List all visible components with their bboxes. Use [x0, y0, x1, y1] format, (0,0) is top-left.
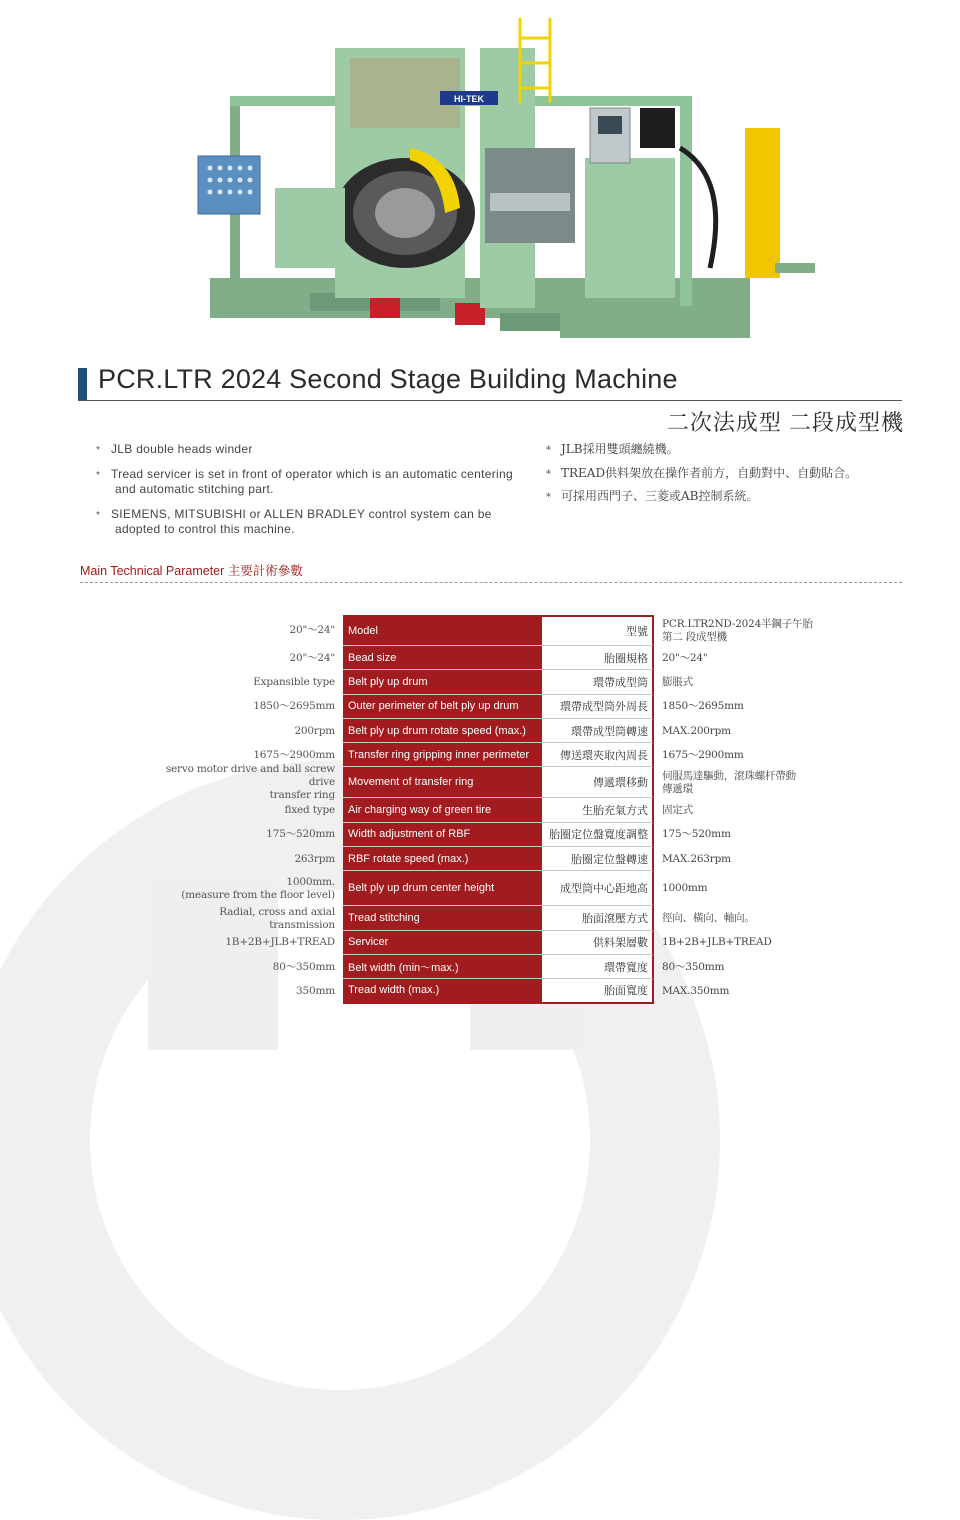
spec-row — [160, 646, 860, 670]
spec-label-zh: 胎面滾壓方式 — [542, 906, 654, 930]
spec-value-right — [662, 719, 862, 743]
spec-value-right — [662, 955, 862, 979]
spec-value-left — [160, 931, 335, 955]
spec-value-right — [662, 670, 862, 694]
spec-value-line: 第二 段成型機 — [662, 630, 727, 643]
spec-label-zh: 環帶成型筒轉速 — [542, 719, 654, 743]
spec-value-right — [662, 767, 862, 798]
feature-item: * JLB採用雙頭纏繞機。 — [546, 442, 906, 458]
spec-value-line: 1850～2695mm — [253, 700, 335, 713]
frame-column — [680, 96, 692, 306]
spec-value-line: 350mm — [296, 984, 335, 997]
spec-value-left — [160, 615, 335, 646]
spec-value-line: 傳遞環 — [662, 782, 693, 795]
spec-row — [160, 823, 860, 847]
spec-label-en: Movement of transfer ring — [343, 767, 542, 798]
spec-value-left — [160, 646, 335, 670]
spec-value-line: 20"～24" — [289, 651, 335, 664]
spec-value-line: 1000mm — [662, 882, 708, 895]
spec-row — [160, 615, 860, 646]
spec-value-line: 1B+2B+JLB+TREAD — [225, 936, 335, 949]
spec-value-left — [160, 955, 335, 979]
spec-label-zh: 供料架層數 — [542, 931, 654, 955]
feature-item: * JLB double heads winder — [96, 442, 526, 458]
spec-value-line: MAX.200rpm — [662, 724, 731, 737]
yellow-cover — [745, 128, 780, 278]
spec-row — [160, 979, 860, 1003]
spec-label-en: Transfer ring gripping inner perimeter — [343, 743, 542, 767]
spec-label-zh: 胎圈定位盤寬度調整 — [542, 823, 654, 847]
spec-row — [160, 871, 860, 906]
spec-label-en: Tread stitching — [343, 906, 542, 930]
spec-value-line: MAX.350mm — [662, 984, 730, 997]
spec-label-en: Servicer — [343, 931, 542, 955]
spec-value-line: 1675～2900mm — [662, 748, 744, 761]
spec-table — [160, 615, 860, 1004]
spec-value-line: 1675～2900mm — [253, 748, 335, 761]
page-subtitle: 二次法成型 二段成型機 — [666, 410, 904, 435]
red-marker — [370, 296, 400, 318]
spec-label-zh: 環帶寬度 — [542, 955, 654, 979]
spec-value-left — [160, 763, 335, 802]
spec-value-line: transfer ring — [269, 789, 335, 802]
right-housing — [585, 158, 675, 298]
spec-value-line: servo motor drive and ball screw drive — [165, 763, 335, 789]
feature-item: * 可採用西門子、三菱或AB控制系統。 — [546, 489, 906, 505]
machine-photo — [190, 8, 820, 343]
spec-row — [160, 695, 860, 719]
spec-label-zh: 胎圈定位盤轉速 — [542, 847, 654, 871]
spec-label-zh: 胎圈規格 — [542, 646, 654, 670]
bullet-icon: * — [546, 492, 551, 503]
spec-value-left — [160, 823, 335, 847]
spec-value-line: 固定式 — [662, 804, 693, 817]
spec-value-line: 175～520mm — [266, 828, 335, 841]
spec-value-line: 175～520mm — [662, 828, 731, 841]
spec-value-line: 20"～24" — [662, 651, 708, 664]
spec-label-zh: 型號 — [542, 615, 654, 646]
spec-label-en: Belt ply up drum rotate speed (max.) — [343, 719, 542, 743]
bullet-icon: * — [546, 445, 551, 456]
spec-value-right — [662, 906, 862, 930]
drum-hub — [375, 188, 435, 238]
spec-row — [160, 719, 860, 743]
spec-value-right — [662, 798, 862, 822]
spec-value-left — [160, 695, 335, 719]
left-housing — [275, 188, 345, 268]
spec-label-zh: 生胎充氣方式 — [542, 798, 654, 822]
spec-row — [160, 955, 860, 979]
spec-label-zh: 胎面寬度 — [542, 979, 654, 1003]
spec-row — [160, 670, 860, 694]
spec-label-en: Width adjustment of RBF — [343, 823, 542, 847]
spec-row — [160, 798, 860, 822]
section-divider — [80, 582, 902, 583]
features-zh — [546, 442, 906, 513]
spec-value-line: 80～350mm — [272, 960, 335, 973]
spec-label-en: Outer perimeter of belt ply up drum — [343, 695, 542, 719]
spec-label-zh: 環帶成型筒 — [542, 670, 654, 694]
spec-label-en: RBF rotate speed (max.) — [343, 847, 542, 871]
spec-value-line: 80～350mm — [662, 960, 725, 973]
control-panel — [198, 156, 260, 214]
shaft — [490, 193, 570, 211]
spec-value-left — [160, 798, 335, 822]
spec-value-left — [160, 979, 335, 1003]
section-title: Main Technical Parameter 主要計術參數 — [80, 564, 303, 578]
feature-item: * Tread servicer is set in front of operator which is an automatic centering and automatic stitching part. — [96, 466, 513, 496]
spec-value-line: 伺服馬達驅動，滾珠螺杆帶動 — [662, 769, 796, 782]
spec-value-line: 1B+2B+JLB+TREAD — [662, 936, 772, 949]
spec-label-en: Bead size — [343, 646, 542, 670]
spec-value-right — [662, 847, 862, 871]
page-title: PCR.LTR 2024 Second Stage Building Machine — [98, 364, 678, 394]
spec-row — [160, 763, 860, 802]
bullet-icon: * — [546, 468, 551, 480]
spec-value-left — [160, 871, 335, 906]
spec-value-line: 20"～24" — [289, 624, 335, 636]
machine-base-plate — [500, 313, 560, 331]
spec-label-zh: 傳遞環移動 — [542, 767, 654, 798]
feature-item: * SIEMENS, MITSUBISHI or ALLEN BRADLEY control system can be adopted to control this machine. — [96, 506, 492, 536]
spec-value-right — [662, 979, 862, 1003]
spec-value-right — [662, 743, 862, 767]
spec-row — [160, 906, 860, 930]
spec-label-zh: 傳送環夾取內周長 — [542, 743, 654, 767]
spec-value-right — [662, 695, 862, 719]
spec-value-right — [662, 931, 862, 955]
spec-value-line: MAX.263rpm — [662, 852, 731, 865]
spec-value-left — [160, 906, 335, 930]
spec-value-line: fixed type — [284, 804, 335, 817]
spec-value-left — [160, 847, 335, 871]
spec-label-en: Air charging way of green tire — [343, 798, 542, 822]
spec-value-line: 1000mm. — [286, 875, 335, 888]
spec-label-en: Belt ply up drum center height — [343, 871, 542, 906]
spec-label-en: Belt ply up drum — [343, 670, 542, 694]
features-en — [96, 442, 526, 547]
spec-value-line: 263rpm — [294, 852, 335, 865]
bullet-icon: * — [96, 509, 101, 521]
title-divider — [78, 400, 902, 401]
spec-label-en: Belt width (min～max.) — [343, 955, 542, 979]
spec-value-line: 200rpm — [294, 724, 335, 737]
motor — [640, 108, 675, 148]
spec-label-en: Model — [343, 615, 542, 646]
bullet-icon: * — [96, 469, 101, 481]
spec-value-line: PCR.LTR2ND-2024半鋼子午胎 — [662, 617, 813, 630]
spec-value-left — [160, 719, 335, 743]
spec-value-line: Expansible type — [253, 675, 335, 688]
spec-label-zh: 環帶成型筒外周長 — [542, 695, 654, 719]
spec-value-line: 膨脹式 — [662, 675, 693, 688]
spec-value-line: Radial, cross and axial transmission — [219, 905, 335, 931]
hmi-display — [598, 116, 622, 134]
spec-value-right — [662, 646, 862, 670]
floor-rail — [775, 263, 815, 273]
spec-label-zh: 成型筒中心距地高 — [542, 871, 654, 906]
spec-row — [160, 847, 860, 871]
spec-value-right — [662, 615, 862, 646]
spec-value-line: 徑向、橫向、軸向。 — [662, 912, 755, 925]
spec-value-line: (measure from the floor level) — [181, 888, 335, 901]
spec-value-right — [662, 871, 862, 906]
spec-value-right — [662, 823, 862, 847]
spec-value-line: 1850～2695mm — [662, 700, 744, 713]
bullet-icon: * — [96, 445, 101, 456]
title-accent-bar — [78, 368, 87, 400]
spec-label-en: Tread width (max.) — [343, 979, 542, 1003]
spec-row — [160, 931, 860, 955]
machine-base — [560, 308, 750, 338]
brand-label: HI-TEK — [454, 94, 484, 104]
feature-item: * TREAD供料架放在操作者前方，自動對中、自動貼合。 — [546, 466, 906, 482]
spec-value-left — [160, 670, 335, 694]
